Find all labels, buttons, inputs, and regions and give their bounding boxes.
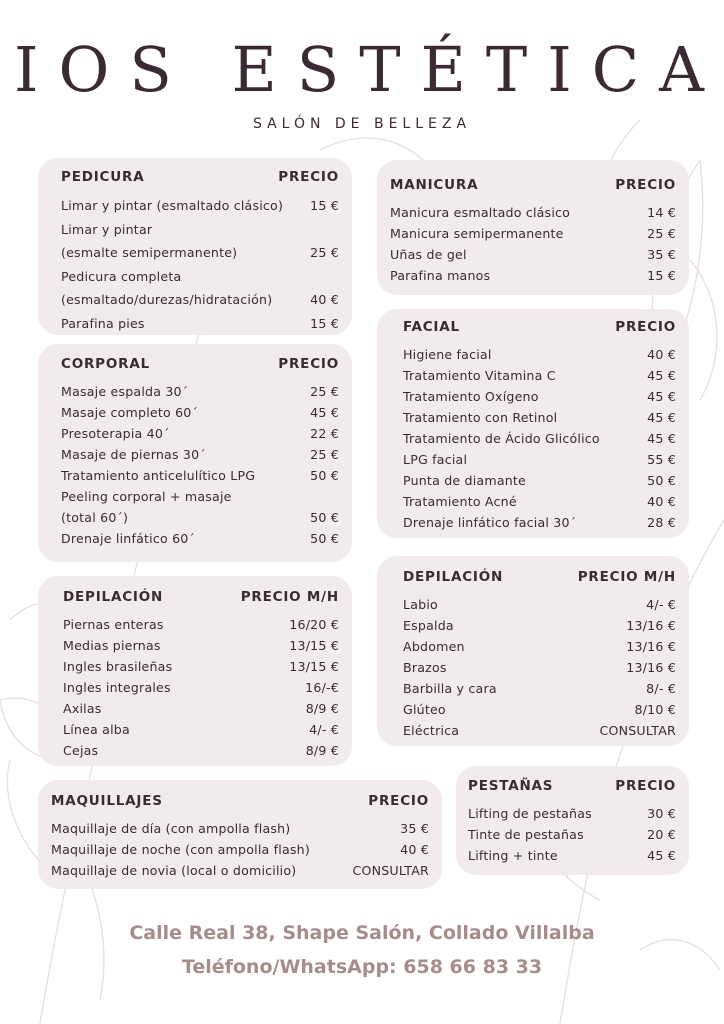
service-price: 13/16 €: [626, 660, 676, 675]
service-name: Labio: [403, 597, 438, 612]
footer-phone: Teléfono/WhatsApp: 658 66 83 33: [181, 956, 543, 978]
service-price: 25 €: [310, 384, 339, 399]
service-name: Maquillaje de día (con ampolla flash): [51, 821, 291, 836]
service-price: CONSULTAR: [352, 863, 429, 878]
brand-title: IOS ESTÉTICA: [14, 33, 724, 106]
price-row: [390, 265, 676, 286]
pedicura-panel: [38, 158, 352, 335]
section-title: MAQUILLAJES: [51, 793, 163, 809]
price-row: [403, 449, 676, 470]
service-price: 50 €: [310, 531, 339, 546]
price-row: [61, 465, 339, 486]
service-price: 50 €: [647, 473, 676, 488]
price-row: [403, 470, 676, 491]
service-name: Espalda: [403, 618, 454, 633]
service-name: Limar y pintar (esmaltado clásico): [61, 198, 284, 213]
service-price: 45 €: [647, 410, 676, 425]
price-row: [63, 614, 339, 635]
service-price: 40 €: [647, 347, 676, 362]
service-name: Higiene facial: [403, 347, 492, 362]
service-name: Cejas: [63, 743, 99, 758]
service-price: 45 €: [647, 848, 676, 863]
service-price: 8/9 €: [305, 701, 339, 716]
service-price: 55 €: [647, 452, 676, 467]
service-name: Masaje completo 60´: [61, 405, 199, 420]
service-name: Limar y pintar (esmalte semipermanente): [61, 221, 238, 260]
service-name: Masaje de piernas 30´: [61, 447, 206, 462]
service-price: 16/-€: [305, 680, 339, 695]
price-row: [390, 244, 676, 265]
brand-subtitle: SALÓN DE BELLEZA: [252, 116, 472, 132]
price-header: PRECIO M/H: [577, 569, 676, 585]
service-name: Maquillaje de noche (con ampolla flash): [51, 842, 310, 857]
service-name: Lifting + tinte: [468, 848, 558, 863]
price-row: [51, 818, 429, 839]
price-row: [61, 402, 339, 423]
maquillajes-panel: [38, 780, 442, 889]
price-row: [403, 615, 676, 636]
service-name: Manicura esmaltado clásico: [390, 205, 571, 220]
service-price: 40 €: [400, 842, 429, 857]
service-name: Peeling corporal + masaje (total 60´): [61, 489, 232, 525]
price-row: [61, 444, 339, 465]
service-name: Tratamiento Vitamina C: [403, 368, 556, 383]
service-price: 30 €: [647, 806, 676, 821]
service-name: Ingles integrales: [63, 680, 171, 695]
price-row: [61, 381, 339, 402]
price-row: [61, 312, 339, 336]
service-price: 8/- €: [646, 681, 676, 696]
price-row: [403, 491, 676, 512]
price-header: PRECIO: [278, 169, 339, 185]
service-price: 8/10 €: [634, 702, 676, 717]
service-price: 8/9 €: [305, 743, 339, 758]
service-price: 16/20 €: [289, 617, 339, 632]
service-name: Drenaje linfático facial 30´: [403, 515, 577, 530]
service-name: Presoterapia 40´: [61, 426, 170, 441]
service-name: Tinte de pestañas: [468, 827, 584, 842]
service-name: Tratamiento de Ácido Glicólico: [403, 431, 600, 446]
price-row: [61, 265, 339, 312]
service-price: 22 €: [310, 426, 339, 441]
price-row: [403, 678, 676, 699]
footer-address: Calle Real 38, Shape Salón, Collado Villalba: [129, 922, 595, 944]
price-row: [468, 824, 676, 845]
service-name: Masaje espalda 30´: [61, 384, 189, 399]
section-title: DEPILACIÓN: [63, 589, 164, 605]
service-price: 35 €: [647, 247, 676, 262]
service-price: 13/15 €: [289, 638, 339, 653]
service-price: 28 €: [647, 515, 676, 530]
price-header: PRECIO: [368, 793, 429, 809]
price-row: [468, 845, 676, 866]
service-name: Eléctrica: [403, 723, 460, 738]
price-row: [403, 594, 676, 615]
price-row: [51, 839, 429, 860]
price-header: PRECIO: [615, 778, 676, 794]
facial-header: [403, 310, 676, 344]
price-row: [403, 407, 676, 428]
depilacion-left-header: [63, 580, 339, 614]
section-title: CORPORAL: [61, 356, 150, 372]
price-row: [61, 218, 339, 265]
service-price: 4/- €: [309, 722, 339, 737]
section-title: PEDICURA: [61, 169, 145, 185]
service-price: 40 €: [310, 292, 339, 307]
service-price: 50 €: [310, 468, 339, 483]
service-price: 4/- €: [646, 597, 676, 612]
service-name: Tratamiento anticelulítico LPG: [61, 468, 256, 483]
service-name: Parafina pies: [61, 315, 145, 331]
service-price: CONSULTAR: [599, 723, 676, 738]
maquillajes-header: [51, 784, 429, 818]
section-title: DEPILACIÓN: [403, 569, 504, 585]
price-row: [63, 719, 339, 740]
section-title: MANICURA: [390, 177, 479, 193]
service-name: Maquillaje de novia (local o domicilio): [51, 863, 297, 878]
corporal-header: [61, 347, 339, 381]
service-name: Parafina manos: [390, 268, 491, 283]
service-name: Tratamiento Acné: [403, 494, 517, 509]
price-row: [61, 194, 339, 218]
pestanas-panel: [456, 766, 689, 875]
service-name: Drenaje linfático 60´: [61, 531, 196, 546]
price-row: [63, 677, 339, 698]
price-row: [403, 699, 676, 720]
price-header: PRECIO: [278, 356, 339, 372]
service-price: 25 €: [310, 447, 339, 462]
service-name: Axilas: [63, 701, 102, 716]
facial-panel: [377, 309, 689, 538]
service-price: 20 €: [647, 827, 676, 842]
service-name: Barbilla y cara: [403, 681, 497, 696]
manicura-header: [390, 168, 676, 202]
price-row: [390, 223, 676, 244]
service-name: Glúteo: [403, 702, 446, 717]
price-row: [390, 202, 676, 223]
service-name: Medias piernas: [63, 638, 161, 653]
service-price: 25 €: [310, 245, 339, 260]
price-row: [403, 386, 676, 407]
service-price: 13/16 €: [626, 639, 676, 654]
price-header: PRECIO M/H: [240, 589, 339, 605]
price-row: [403, 636, 676, 657]
service-price: 50 €: [310, 510, 339, 525]
section-title: FACIAL: [403, 319, 460, 335]
corporal-panel: [38, 344, 352, 562]
price-row: [403, 657, 676, 678]
service-price: 15 €: [310, 198, 339, 213]
service-name: Uñas de gel: [390, 247, 467, 262]
price-row: [403, 365, 676, 386]
price-row: [51, 860, 429, 881]
service-price: 15 €: [310, 315, 339, 331]
price-row: [61, 423, 339, 444]
service-price: 25 €: [647, 226, 676, 241]
service-name: Pedicura completa (esmaltado/durezas/hidratación): [61, 268, 273, 307]
price-row: [403, 720, 676, 741]
depilacion-right-panel: [377, 556, 689, 746]
service-price: 45 €: [647, 431, 676, 446]
service-name: Brazos: [403, 660, 447, 675]
service-price: 13/15 €: [289, 659, 339, 674]
service-name: Línea alba: [63, 722, 130, 737]
service-name: Piernas enteras: [63, 617, 164, 632]
service-price: 45 €: [647, 389, 676, 404]
service-price: 15 €: [647, 268, 676, 283]
depilacion-right-header: [403, 560, 676, 594]
price-row: [61, 528, 339, 549]
service-name: Abdomen: [403, 639, 465, 654]
price-row: [61, 486, 339, 528]
price-row: [63, 656, 339, 677]
price-row: [63, 635, 339, 656]
service-name: Lifting de pestañas: [468, 806, 592, 821]
service-name: LPG facial: [403, 452, 468, 467]
price-row: [403, 344, 676, 365]
service-name: Tratamiento Oxígeno: [403, 389, 539, 404]
service-price: 40 €: [647, 494, 676, 509]
service-name: Punta de diamante: [403, 473, 527, 488]
pestanas-header: [468, 769, 676, 803]
service-price: 45 €: [310, 405, 339, 420]
service-name: Ingles brasileñas: [63, 659, 173, 674]
price-row: [468, 803, 676, 824]
service-name: Manicura semipermanente: [390, 226, 564, 241]
section-title: PESTAÑAS: [468, 778, 554, 794]
service-price: 14 €: [647, 205, 676, 220]
service-price: 45 €: [647, 368, 676, 383]
manicura-panel: [377, 160, 689, 295]
pedicura-header: [61, 160, 339, 194]
price-row: [403, 512, 676, 533]
depilacion-left-panel: [38, 576, 352, 766]
service-price: 35 €: [400, 821, 429, 836]
price-row: [403, 428, 676, 449]
price-row: [63, 740, 339, 761]
service-price: 13/16 €: [626, 618, 676, 633]
price-row: [63, 698, 339, 719]
price-header: PRECIO: [615, 319, 676, 335]
price-header: PRECIO: [615, 177, 676, 193]
service-name: Tratamiento con Retinol: [403, 410, 558, 425]
